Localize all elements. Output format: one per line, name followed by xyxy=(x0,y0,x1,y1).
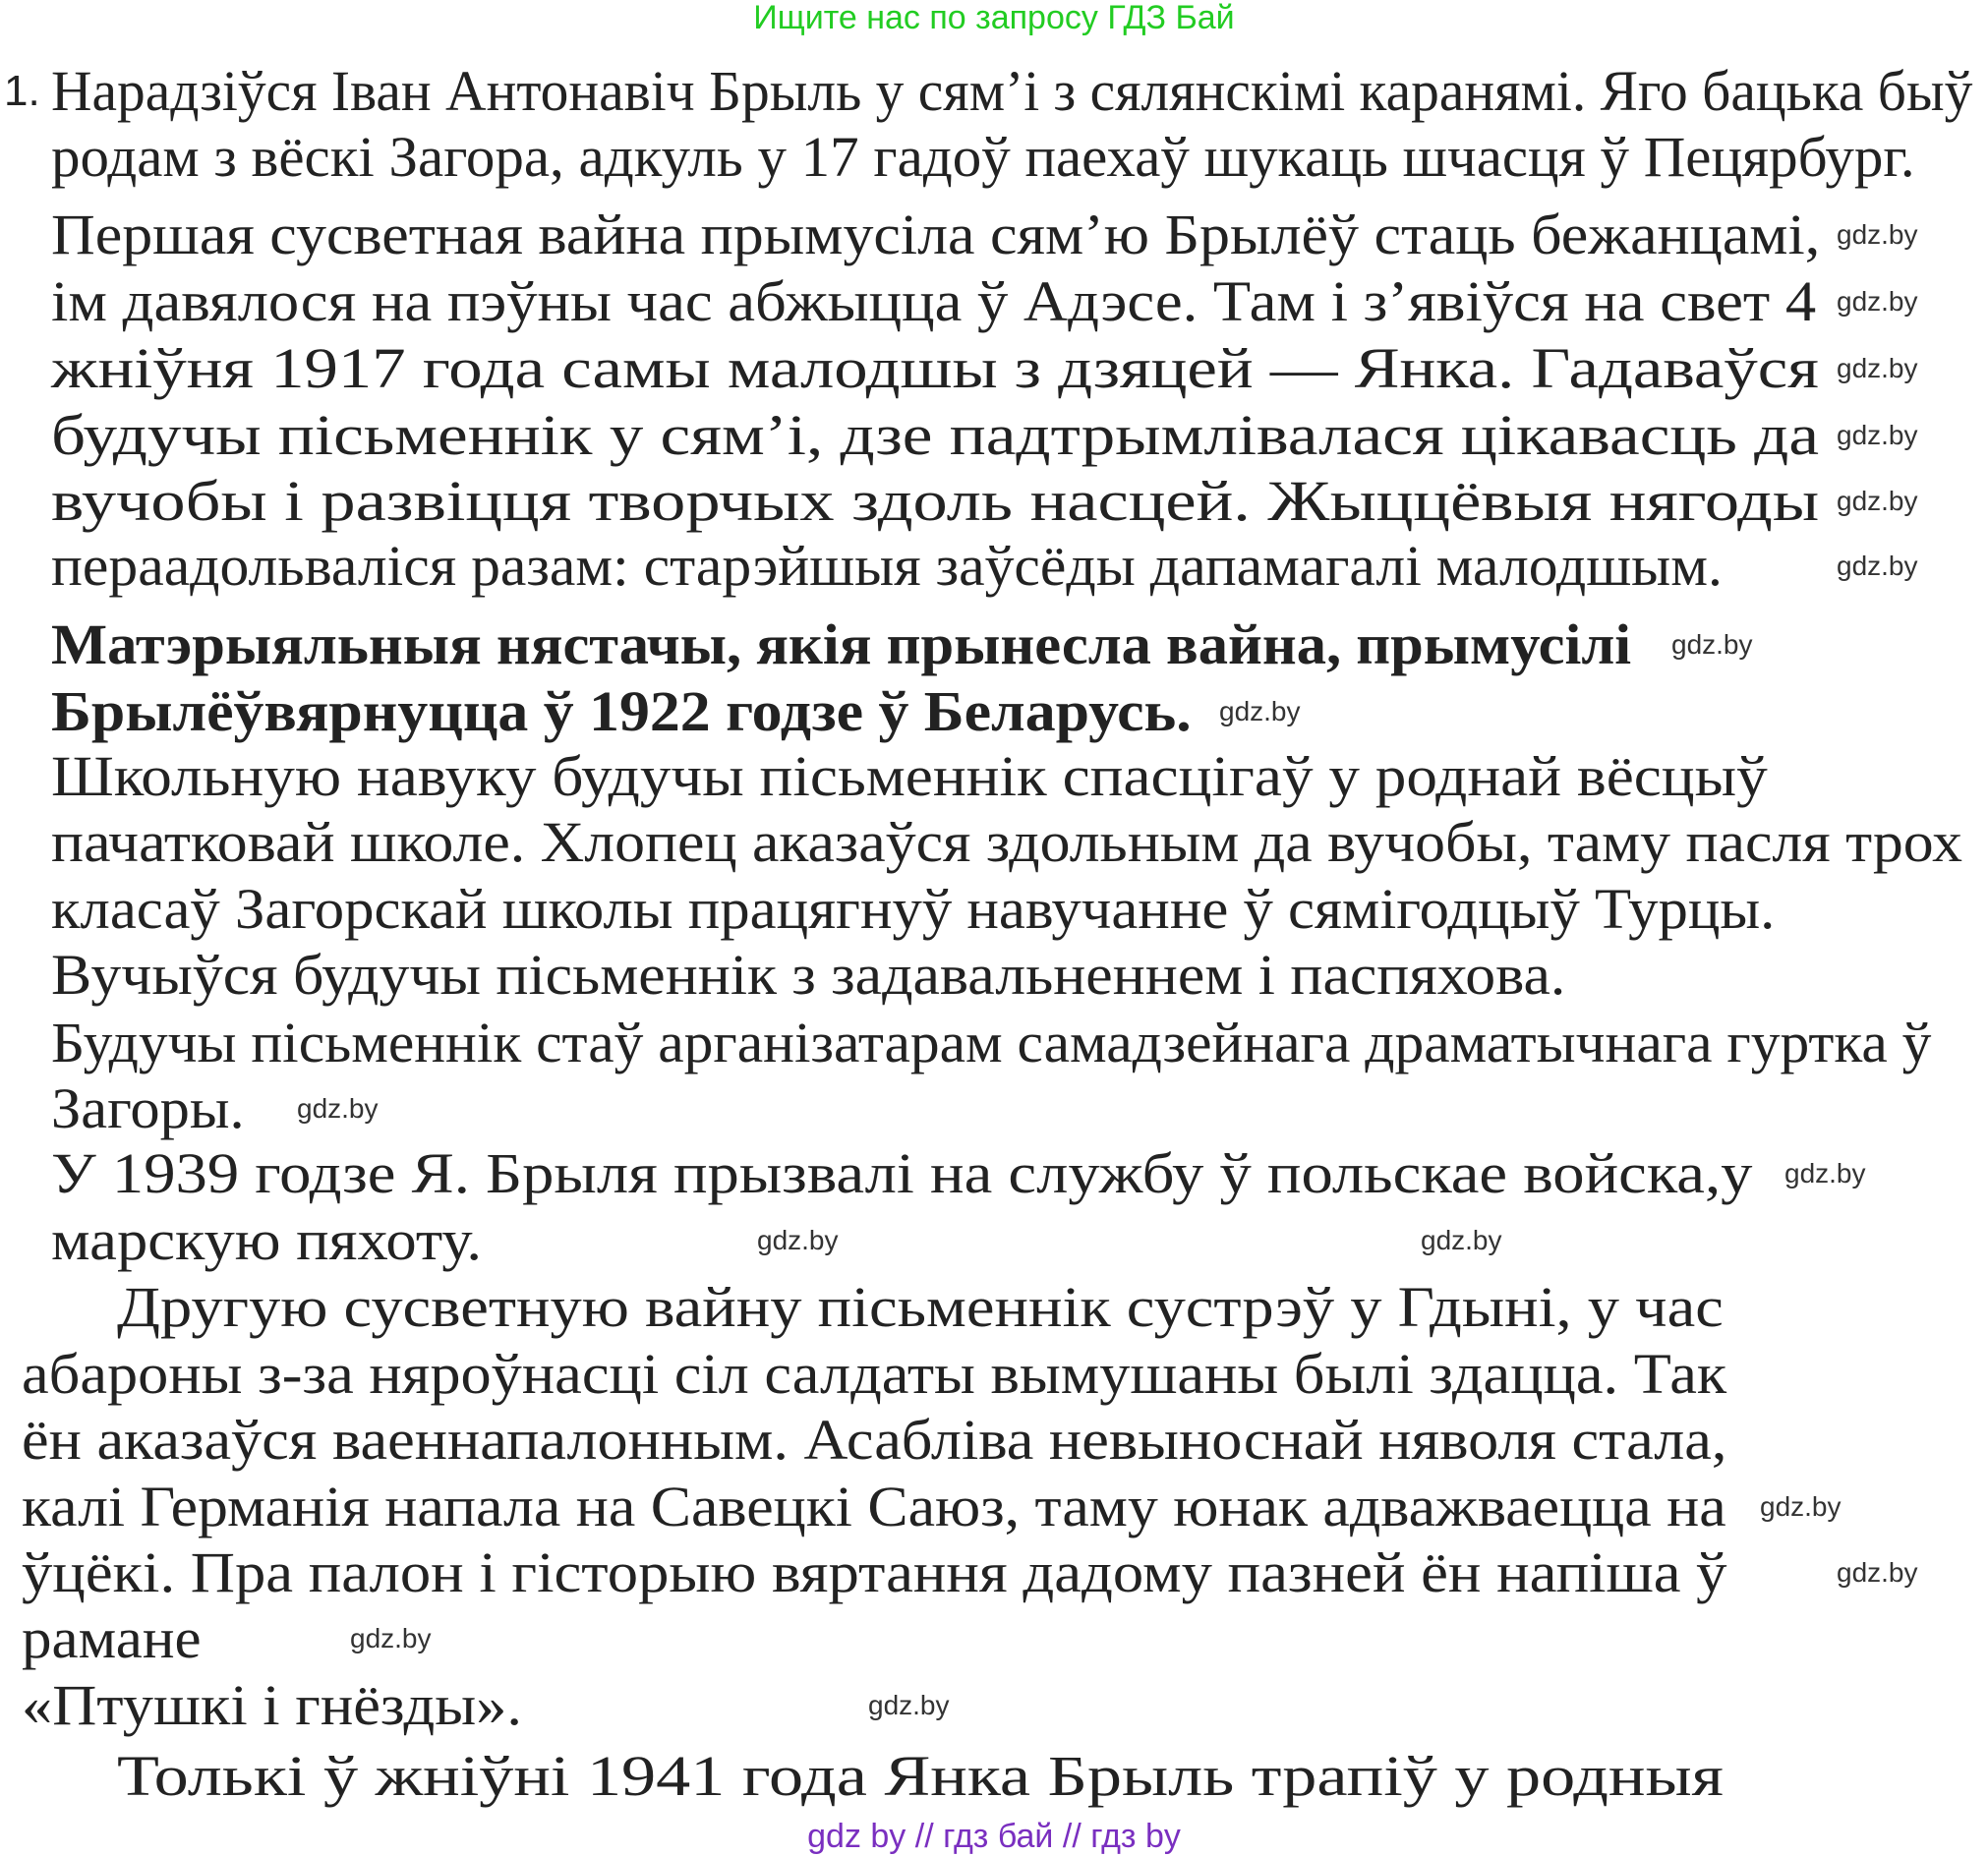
text-line: Нарадзіўся Іван Антонавіч Брыль у сям’і з сялянскімі каранямі. Яго бацька быў xyxy=(51,59,1973,123)
watermark: gdz.by xyxy=(1837,551,1918,581)
watermark: gdz.by xyxy=(1837,219,1918,250)
task-number: 1. xyxy=(4,67,40,115)
text-line: родам з вёскі Загора, адкуль у 17 гадоў паехаў шукаць шчасця ў Пецярбург. xyxy=(51,125,1915,189)
text-line: У 1939 годзе Я. Брыля прызвалі на службу ў польскае войска,у xyxy=(51,1141,1753,1205)
watermark: gdz.by xyxy=(1219,696,1301,726)
watermark: gdz.by xyxy=(297,1093,379,1124)
watermark: gdz.by xyxy=(350,1623,432,1653)
bold-text-line: Брылёўвярнуцца ў 1922 годзе ў Беларусь. xyxy=(51,679,1192,743)
text-line: Школьную навуку будучы пісьменнік спасцігаў у роднай вёсцыў xyxy=(51,744,1768,808)
watermark: gdz.by xyxy=(1837,286,1918,317)
text-line: класаў Загорскай школы працягнуў навучанне ў сямігодцыў Турцы. xyxy=(51,877,1776,941)
text-line: калі Германія напала на Савецкі Саюз, таму юнак адважваецца на xyxy=(22,1475,1726,1538)
text-line: вучобы і развіцця творчых здоль насцей. Жыццёвыя нягоды xyxy=(51,469,1820,533)
watermark: gdz.by xyxy=(1421,1225,1502,1255)
text-line: пачатковай школе. Хлопец аказаўся здольным да вучобы, таму пасля трох xyxy=(51,810,1962,874)
watermark: gdz.by xyxy=(1837,353,1918,383)
text-line: Першая сусветная вайна прымусіла сям’ю Брылёў стаць бежанцамі, xyxy=(51,203,1821,266)
bold-text-line: Матэрыяльныя нястачы, якія прынесла вайна, прымусілі xyxy=(51,612,1632,676)
footer-links[interactable]: gdz by // гдз бай // гдз by xyxy=(807,1818,1181,1855)
text-line: абароны з-за няроўнасці сіл салдаты вымушаны былі здацца. Так xyxy=(22,1342,1727,1406)
text-line: ён аказаўся ваеннапалонным. Асабліва невыноснай няволя стала, xyxy=(22,1408,1727,1472)
watermark: gdz.by xyxy=(868,1690,950,1720)
watermark: gdz.by xyxy=(1784,1158,1866,1189)
text-line: жніўня 1917 года самы малодшы з дзяцей — Янка. Гадаваўся xyxy=(51,336,1819,400)
text-line: «Птушкі і гнёзды». xyxy=(22,1673,522,1737)
text-line: Будучы пісьменнік стаў арганізатарам самадзейнага драматычнага гуртка ў xyxy=(51,1011,1932,1074)
text-line: будучы пісьменнік у сям’і, дзе падтрымлівалася цікавасць да xyxy=(51,403,1819,467)
text-line: Вучыўся будучы пісьменнік з задавальненнем і паспяхова. xyxy=(51,943,1566,1007)
text-line: Другую сусветную вайну пісьменнік сустрэў у Гдыні, у час xyxy=(117,1275,1724,1339)
watermark: gdz.by xyxy=(1760,1491,1842,1522)
watermark: gdz.by xyxy=(1837,420,1918,450)
text-line: Загоры. xyxy=(51,1076,245,1140)
text-line: марскую пяхоту. xyxy=(51,1208,482,1272)
text-line: ім давялося на пэўны час абжыцца ў Адэсе. Там і з’явіўся на свет 4 xyxy=(51,269,1817,333)
text-line: Толькі ў жніўні 1941 года Янка Брыль трапіў у родныя xyxy=(117,1744,1724,1808)
search-hint-banner: Ищите нас по запросу ГДЗ Бай xyxy=(753,0,1235,36)
text-line: ўцёкі. Пра палон і гісторыю вяртання дадому пазней ён напіша ў xyxy=(22,1540,1727,1604)
text-line: рамане xyxy=(22,1606,202,1670)
watermark: gdz.by xyxy=(1837,1557,1918,1588)
watermark: gdz.by xyxy=(757,1225,839,1255)
text-line: пераадольваліся разам: старэйшыя заўсёды дапамагалі малодшым. xyxy=(51,534,1723,598)
watermark: gdz.by xyxy=(1837,486,1918,516)
watermark: gdz.by xyxy=(1671,629,1753,660)
